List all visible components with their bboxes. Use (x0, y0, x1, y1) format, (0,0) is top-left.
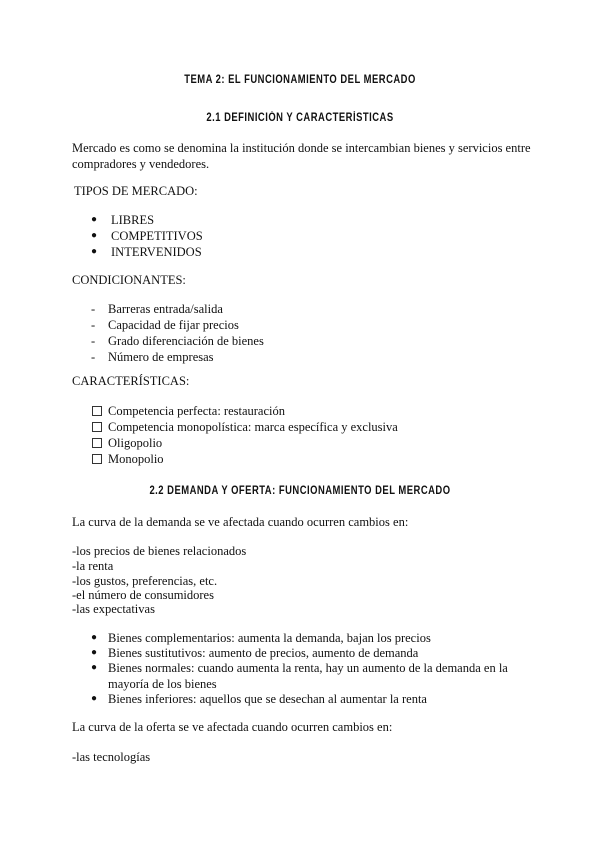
dash-marker: - (91, 318, 96, 332)
supply-factor: -las tecnologías (72, 750, 151, 764)
goods-item: Bienes sustitutivos: aumento de precios, aumento de demanda (108, 646, 419, 660)
conditions-label: CONDICIONANTES: (72, 273, 186, 287)
condition-item: Capacidad de fijar precios (108, 318, 239, 332)
characteristics-label: CARACTERÍSTICAS: (72, 374, 190, 388)
type-item: LIBRES (111, 213, 155, 227)
condition-item: Número de empresas (108, 350, 214, 364)
goods-item: Bienes complementarios: aumenta la demanda, bajan los precios (108, 631, 431, 645)
bullet-icon: ● (91, 230, 98, 241)
checkbox-icon (92, 438, 102, 448)
types-label: TIPOS DE MERCADO: (74, 184, 198, 198)
characteristic-item: Competencia monopolística: marca específica y exclusiva (108, 420, 398, 434)
characteristic-item: Monopolio (108, 452, 164, 466)
definition-paragraph: Mercado es como se denomina la institución donde se intercambian bienes y servicios entre compradores y vendedores. (72, 141, 531, 171)
bullet-icon: ● (91, 214, 98, 225)
document-title: TEMA 2: EL FUNCIONAMIENTO DEL MERCADO (184, 74, 416, 86)
type-item: COMPETITIVOS (111, 229, 203, 243)
bullet-icon: ● (91, 662, 98, 673)
demand-factor: -los precios de bienes relacionados (72, 544, 247, 558)
goods-item: Bienes normales: cuando aumenta la renta, hay un aumento de la demanda en la mayoría de los bienes (108, 661, 508, 691)
section1-heading: 2.1 DEFINICIÓN Y CARACTERÍSTICAS (206, 112, 394, 124)
supply-intro: La curva de la oferta se ve afectada cuando ocurren cambios en: (72, 720, 393, 734)
type-item: INTERVENIDOS (111, 245, 202, 259)
condition-item: Grado diferenciación de bienes (108, 334, 264, 348)
checkbox-icon (92, 422, 102, 432)
characteristic-item: Oligopolio (108, 436, 163, 450)
demand-factor: -la renta (72, 559, 114, 573)
dash-marker: - (91, 334, 96, 348)
bullet-icon: ● (91, 693, 98, 704)
bullet-icon: ● (91, 246, 98, 257)
demand-factor: -las expectativas (72, 602, 155, 616)
dash-marker: - (91, 350, 96, 364)
bullet-icon: ● (91, 632, 98, 643)
section2-heading: 2.2 DEMANDA Y OFERTA: FUNCIONAMIENTO DEL MERCADO (149, 485, 451, 497)
dash-marker: - (91, 302, 96, 316)
demand-factor: -los gustos, preferencias, etc. (72, 574, 218, 588)
characteristic-item: Competencia perfecta: restauración (108, 404, 285, 418)
checkbox-icon (92, 406, 102, 416)
demand-intro: La curva de la demanda se ve afectada cuando ocurren cambios en: (72, 515, 409, 529)
condition-item: Barreras entrada/salida (108, 302, 223, 316)
bullet-icon: ● (91, 647, 98, 658)
goods-item: Bienes inferiores: aquellos que se desechan al aumentar la renta (108, 692, 427, 706)
demand-factor: -el número de consumidores (72, 588, 214, 602)
checkbox-icon (92, 454, 102, 464)
